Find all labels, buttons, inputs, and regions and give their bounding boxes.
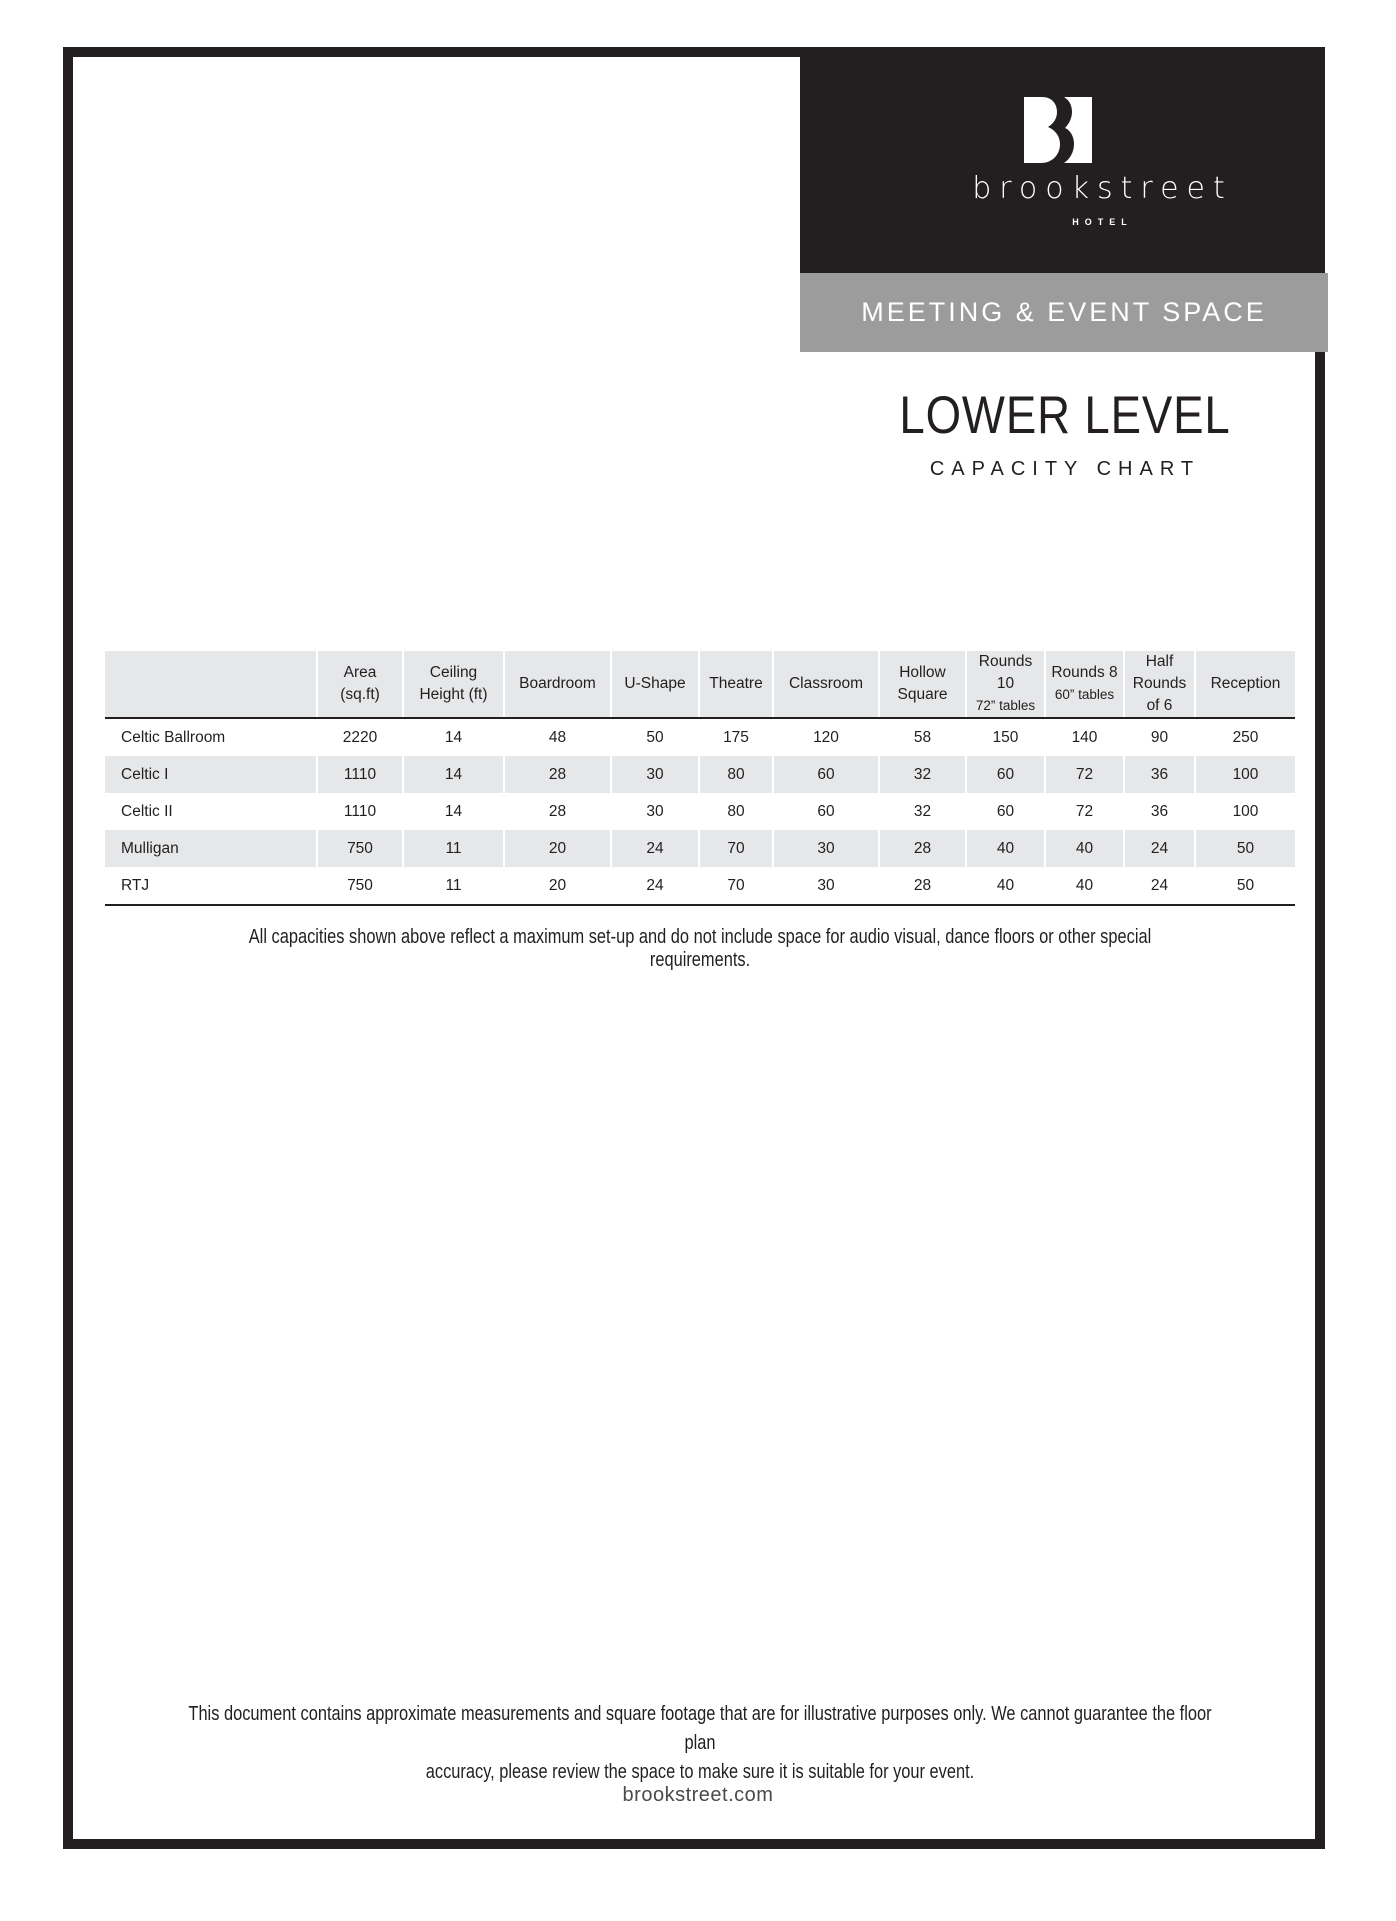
table-cell: 50 — [611, 718, 699, 756]
table-cell: 70 — [699, 830, 773, 867]
table-cell: 40 — [1045, 830, 1124, 867]
table-cell: 28 — [504, 793, 611, 830]
column-header: Half Rounds of 6 — [1124, 651, 1195, 718]
table-cell: 60 — [773, 756, 879, 793]
table-cell: 150 — [966, 718, 1045, 756]
table-cell: 175 — [699, 718, 773, 756]
disclaimer — [183, 1700, 1216, 1787]
table-cell: 80 — [699, 793, 773, 830]
room-name-cell: Celtic II — [105, 793, 317, 830]
table-cell: 20 — [504, 830, 611, 867]
table-cell: 140 — [1045, 718, 1124, 756]
column-header: Rounds 8 60” tables — [1045, 651, 1124, 718]
column-header: Rounds 10 72” tables — [966, 651, 1045, 718]
table-cell: 28 — [504, 756, 611, 793]
table-cell: 30 — [611, 793, 699, 830]
table-header-row — [105, 651, 1295, 718]
section-label: MEETING & EVENT SPACE — [861, 297, 1267, 327]
table-cell: 100 — [1195, 756, 1295, 793]
column-header: Area (sq.ft) — [317, 651, 403, 718]
table-cell: 32 — [879, 756, 966, 793]
page-subtitle: CAPACITY CHART — [929, 458, 1201, 480]
table-cell: 50 — [1195, 830, 1295, 867]
room-name-cell: Mulligan — [105, 830, 317, 867]
table-cell: 24 — [1124, 830, 1195, 867]
table-cell: 60 — [966, 793, 1045, 830]
table-cell: 24 — [611, 830, 699, 867]
column-header: U-Shape — [611, 651, 699, 718]
table-cell: 72 — [1045, 756, 1124, 793]
table-cell: 750 — [317, 830, 403, 867]
table-cell: 40 — [966, 830, 1045, 867]
brookstreet-b-logo-icon — [1024, 97, 1092, 163]
table-cell: 2220 — [317, 718, 403, 756]
table-cell: 40 — [1045, 867, 1124, 905]
table-cell: 32 — [879, 793, 966, 830]
column-header: Theatre — [699, 651, 773, 718]
table-cell: 30 — [773, 830, 879, 867]
table-cell: 11 — [403, 830, 504, 867]
table-cell: 24 — [1124, 867, 1195, 905]
table-cell: 72 — [1045, 793, 1124, 830]
table-row — [105, 718, 1295, 756]
table-cell: 250 — [1232, 728, 1259, 746]
section-label-band — [800, 273, 1328, 352]
table-cell: 750 — [317, 867, 403, 905]
disclaimer-line: This document contains approximate measurements and square footage that are for illustrative purposes only. We cannot guarantee the floor plan — [188, 1703, 1212, 1754]
column-header: Hollow Square — [879, 651, 966, 718]
table-row — [105, 756, 1295, 793]
table-cell: 36 — [1124, 793, 1195, 830]
table-cell: 28 — [879, 830, 966, 867]
table-cell: 36 — [1124, 756, 1195, 793]
table-cell: 90 — [1124, 718, 1195, 756]
brand-subtitle: HOTEL — [1072, 217, 1133, 227]
capacity-table — [105, 651, 1295, 906]
table-cell: 70 — [699, 867, 773, 905]
table-cell: 100 — [1232, 802, 1259, 820]
column-header: Ceiling Height (ft) — [403, 651, 504, 718]
table-cell: 24 — [611, 867, 699, 905]
table-row — [105, 830, 1295, 867]
table-cell: 48 — [504, 718, 611, 756]
table-cell: 120 — [773, 718, 879, 756]
table-cell: 60 — [966, 756, 1045, 793]
table-row — [105, 793, 1295, 830]
table-cell: 11 — [403, 867, 504, 905]
column-header: Classroom — [773, 651, 879, 718]
table-cell: 50 — [1195, 867, 1295, 905]
table-cell: 14 — [403, 718, 504, 756]
table-cell: 80 — [699, 756, 773, 793]
table-cell: 58 — [879, 718, 966, 756]
table-cell: 14 — [403, 756, 504, 793]
table-cell: 60 — [773, 793, 879, 830]
table-cell: 28 — [879, 867, 966, 905]
table-cell: 30 — [773, 867, 879, 905]
column-header: Boardroom — [504, 651, 611, 718]
room-name-cell: RTJ — [105, 867, 317, 905]
table-row — [105, 867, 1295, 905]
table-cell: 20 — [504, 867, 611, 905]
table-cell: 30 — [611, 756, 699, 793]
column-header: Reception — [1195, 651, 1295, 718]
room-name-cell: Celtic I — [105, 756, 317, 793]
capacity-note: All capacities shown above reflect a maximum set-up and do not include space for audio visual, dance floors or other special requirements. — [248, 926, 1152, 971]
brand-name: brookstreet — [972, 171, 1233, 206]
table-cell: 1110 — [317, 756, 403, 793]
table-cell: 14 — [403, 793, 504, 830]
brand-header-block — [800, 57, 1315, 273]
page-title: LOWER LEVEL — [899, 386, 1231, 445]
disclaimer-line: accuracy, please review the space to make sure it is suitable for your event. — [425, 1761, 975, 1783]
table-cell: 1110 — [317, 793, 403, 830]
column-header-space — [105, 651, 317, 718]
table-cell: 40 — [966, 867, 1045, 905]
room-name-cell: Celtic Ballroom — [105, 718, 317, 756]
website-link[interactable]: brookstreet.com — [622, 1784, 774, 1806]
